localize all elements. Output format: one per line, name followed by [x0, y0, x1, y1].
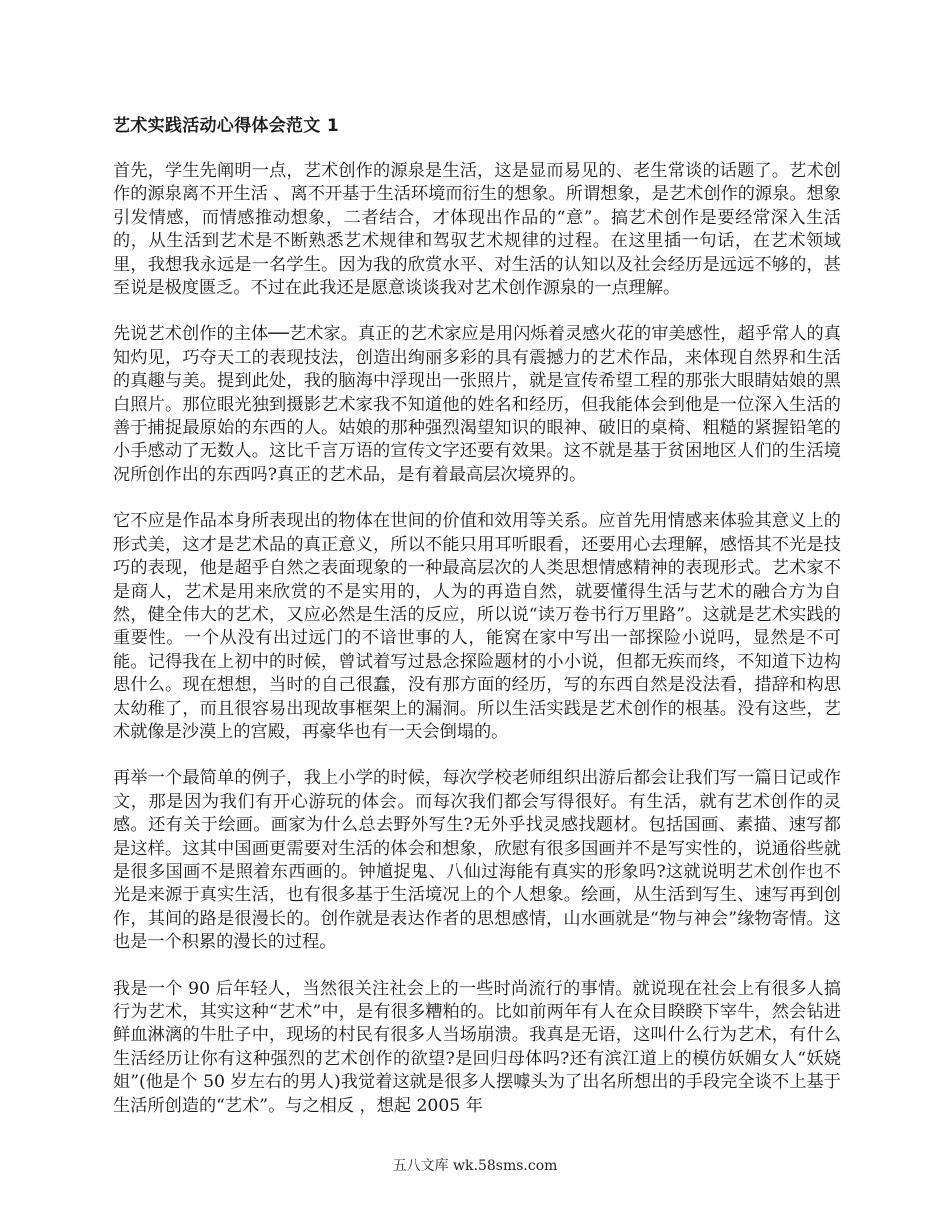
paragraph-4: 再举一个最简单的例子，我上小学的时候，每次学校老师组织出游后都会让我们写一篇日记或作文，那是因为我们有开心游玩的体会。而每次我们都会写得很好。有生活，就有艺术创作的灵感。还有关于绘画。画家为什么总去野外写生?无外乎找灵感找题材。包括国画、素描、速写都是这样。这其中国画更需要对生活的体会和想象，欣慰有很多国画并不是写实性的，说通俗些就是很多国画不是照着东西画的。钟馗捉鬼、八仙过海能有真实的形象吗?这就说明艺术创作也不光是来源于真实生活，也有很多基于生活境况上的个人想象。绘画，从生活到写生、速写再到创作，其间的路是很漫长的。创作就是表达作者的思想感情，山水画就是“物与神会”缘物寄情。这也是一个积累的漫长的过程。 — [113, 768, 841, 953]
page-footer: 五八文库 wk.58sms.com — [392, 1158, 558, 1174]
paragraph-2: 先说艺术创作的主体──艺术家。真正的艺术家应是用闪烁着灵感火花的审美感性，超乎常人的真知灼见，巧夺天工的表现技法，创造出绚丽多彩的具有震撼力的艺术作品，来体现自然界和生活的真趣与美。提到此处，我的脑海中浮现出一张照片，就是宣传希望工程的那张大眼睛姑娘的黑白照片。那位眼光独到摄影艺术家我不知道他的姓名和经历，但我能体会到他是一位深入生活的善于捕捉最原始的东西的人。姑娘的那种强烈渴望知识的眼神、破旧的桌椅、粗糙的紧握铅笔的小手感动了无数人。这比千言万语的宣传文字还要有效果。这不就是基于贫困地区人们的生活境况所创作出的东西吗?真正的艺术品，是有着最高层次境界的。 — [113, 324, 841, 485]
document-page — [113, 104, 841, 1141]
document-title: 艺术实践活动心得体会范文 1 — [113, 116, 339, 136]
paragraph-3: 它不应是作品本身所表现出的物体在世间的价值和效用等关系。应首先用情感来体验其意义上的形式美，这才是艺术品的真正意义，所以不能只用耳听眼看，还要用心去理解，感悟其不光是技巧的表现，他是超乎自然之表面现象的一种最高层次的人类思想情感精神的表现形式。艺术家不是商人，艺术是用来欣赏的不是实用的，人为的再造自然，就要懂得生活与艺术的融合方为自然，健全伟大的艺术，又应必然是生活的反应，所以说“读万卷书行万里路”。这就是艺术实践的重要性。一个从没有出过远门的不谙世事的人，能窝在家中写出一部探险小说吗，显然是不可能。记得我在上初中的时候，曾试着写过悬念探险题材的小小说，但都无疾而终，不知道下边构思什么。现在想想，当时的自己很蠢，没有那方面的经历，写的东西自然是没法看，措辞和构思太幼稚了，而且很容易出现故事框架上的漏洞。所以生活实践是艺术创作的根基。没有这些，艺术就像是沙漠上的宫殿，再豪华也有一天会倒塌的。 — [113, 511, 841, 742]
paragraph-5: 我是一个 90 后年轻人，当然很关注社会上的一些时尚流行的事情。就说现在社会上有很多人搞行为艺术，其实这种“艺术”中，是有很多糟粕的。比如前两年有人在众目睽睽下宰牛，然会钻进鲜血淋漓的牛肚子中，现场的村民有很多人当场崩溃。我真是无语，这叫什么行为艺术，有什么生活经历让你有这种强烈的艺术创作的欲望?是回归母体吗?还有滨江道上的模仿妖媚女人“妖娆姐”(他是个 50 岁左右的男人)我觉着这就是很多人摆噱头为了出名所想出的手段完全谈不上基于生活所创造的“艺术”。与之相反 ，想起 2005 年 — [113, 978, 841, 1116]
paragraph-1: 首先，学生先阐明一点，艺术创作的源泉是生活，这是显而易见的、老生常谈的话题了。艺术创作的源泉离不开生活 、离不开基于生活环境而衍生的想象。所谓想象，是艺术创作的源泉。想象引发情感，而情感推动想象，二者结合，才体现出作品的“意”。搞艺术创作是要经常深入生活的，从生活到艺术是不断熟悉艺术规律和驾驭艺术规律的过程。在这里插一句话，在艺术领域里，我想我永远是一名学生。因为我的欣赏水平、对生活的认知以及社会经历是远远不够的，甚至说是极度匮乏。不过在此我还是愿意谈谈我对艺术创作源泉的一点理解。 — [113, 161, 841, 299]
